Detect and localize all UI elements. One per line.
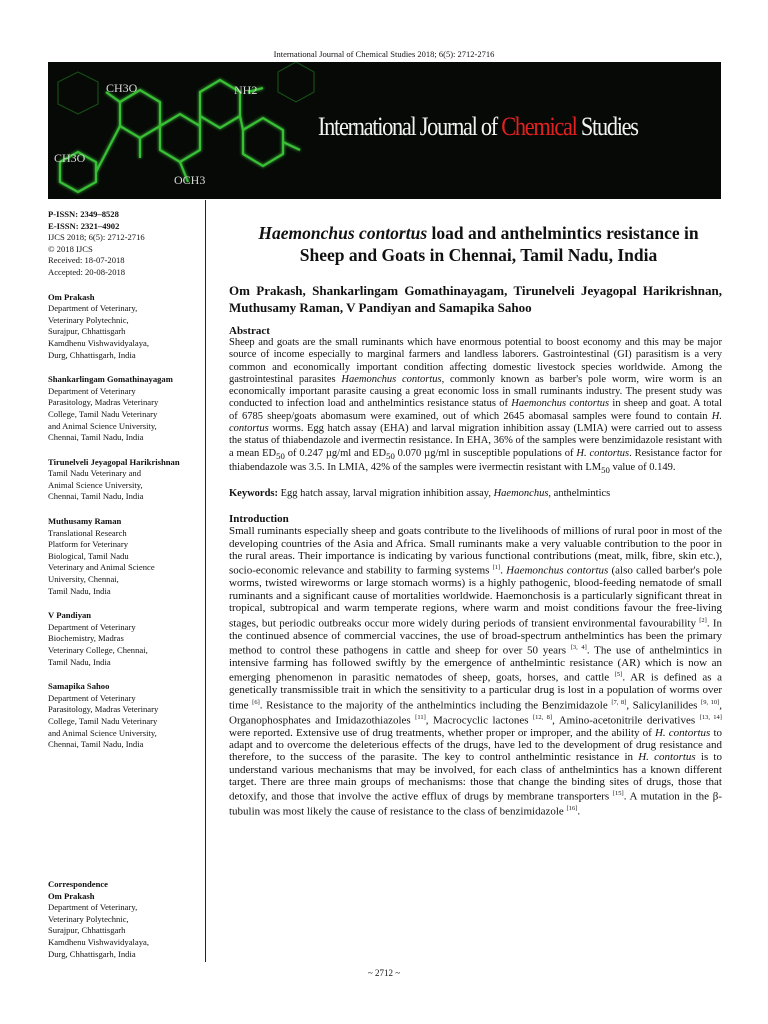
chem-label: CH3O xyxy=(54,151,86,165)
affiliation-line: Department of Veterinary xyxy=(48,692,136,703)
chem-label: NH2 xyxy=(234,83,258,97)
introduction-text: Small ruminants especially sheep and goats contribute to the livelihoods of millions of rural poor in most of the developing countries of the Asia and Africa. Small ruminants make a very valuable contribution to the poor in the rural areas. Their importance is indicating by various functional contributions (meat, milk, fibre, skin etc.), socio-economic relevance and stability to farming systems [1]. Haemonchus contortus (also called barber's pole worms, twisted wireworms or large stomach worms) is a highly pathogenic, blood-feeding nematode of small ruminants and a significant cause of mortalities worldwide. Haemonchosis is a particularly significant threat in tropical, subtropical and warm temperate regions, where warm and moist conditions favour the free-living stages, but periodic outbreaks occur more widely during periods of transient environmental favourability [2]. In the continued absence of commercial vaccines, the use of broad-spectrum anthelmintics has been the primary method to control these pathogens in cattle and sheep for over 50 years [3, 4]. The use of anthelmintics in intensive farming has followed swiftly by the emergence of anthelmintic resistance (AR) which is now an emerging phenomenon in parasitic nematodes of sheep, goats, horses, and cattle [5]. AR is defined as a genetically transmissible trait in which the sensitivity to a particular drug is lost in a population of worms over time [6]. Resistance to the majority of the anthelmintics including the Benzimidazole [7, 8], Salicylanilides [9, 10], Organophosphates and Imidazothiazoles [11], Macrocyclic lactones [12, 8], Amino-acetonitrile derivatives [13, 14] were reported. Extensive use of drug treatments, whether proper or improper, and the ability of H. contortus to adapt and to overcome the deleterious effects of the drugs, have led to the development of drug resistance and therefore, to the success of the parasite. The key to control anthelmintic resistance in H. contortus is to understand various mechanisms that may be involved, for each class of anthelmintics has a known different target. There are three main groups of mechanisms: those that change the binding sites of drugs, those that detoxify, and those that involve the active efflux of drugs by membrane transporters [15]. A mutation in the β-tubulin was most likely the cause of resistance to the class of benzimidazole [16]. xyxy=(229,525,723,818)
column-divider xyxy=(205,200,206,962)
author-list: Om Prakash, Shankarlingam Gomathinayagam, Tirunelveli Jeyagopal Harikrishnan, Muthusamy Raman, V Pandiyan and Samapika Sahoo xyxy=(229,283,722,315)
affiliation-block xyxy=(48,457,200,503)
affiliation-line: College, Tamil Nadu Veterinary xyxy=(48,408,158,419)
affiliation-line: Department of Veterinary xyxy=(48,621,136,632)
affiliation-line: Parasitology, Madras Veterinary xyxy=(48,704,159,715)
affiliation-line: Veterinary Polytechnic, xyxy=(48,314,129,325)
correspondence-line: Durg, Chhattisgarh, India xyxy=(48,948,136,959)
affiliation-line: Tamil Nadu, India xyxy=(48,656,111,667)
affiliation-line: College, Tamil Nadu Veterinary xyxy=(48,715,158,726)
chem-label: OCH3 xyxy=(174,173,206,187)
sidebar xyxy=(48,209,200,751)
affiliation-line: Platform for Veterinary xyxy=(48,539,129,550)
affiliation-list xyxy=(48,292,200,751)
affiliation-line: University, Chennai, xyxy=(48,574,119,585)
abstract-heading: Abstract xyxy=(229,325,270,337)
affiliation-author-name: Samapika Sahoo xyxy=(48,681,110,692)
affiliation-block xyxy=(48,374,200,444)
affiliation-line: Tamil Nadu, India xyxy=(48,585,111,596)
affiliation-author-name: Tirunelveli Jeyagopal Harikrishnan xyxy=(48,456,180,467)
copyright: © 2018 IJCS xyxy=(48,243,93,254)
main-column xyxy=(229,222,722,818)
correspondence xyxy=(48,879,200,960)
affiliation-block xyxy=(48,681,200,751)
pissn: P-ISSN: 2349–8528 xyxy=(48,209,119,219)
affiliation-line: Chennai, Tamil Nadu, India xyxy=(48,491,144,502)
affiliation-line: and Animal Science University, xyxy=(48,727,157,738)
correspondence-name: Om Prakash xyxy=(48,890,95,901)
affiliation-line: and Animal Science University, xyxy=(48,420,157,431)
affiliation-line: Veterinary and Animal Science xyxy=(48,562,155,573)
introduction-heading: Introduction xyxy=(229,513,289,526)
affiliation-line: Chennai, Tamil Nadu, India xyxy=(48,432,144,443)
affiliation-line: Translational Research xyxy=(48,527,127,538)
correspondence-line: Department of Veterinary, xyxy=(48,902,138,913)
affiliation-line: Durg, Chhattisgarh, India xyxy=(48,349,136,360)
ijcs-ref: IJCS 2018; 6(5): 2712-2716 xyxy=(48,232,145,243)
affiliation-author-name: V Pandiyan xyxy=(48,610,92,621)
correspondence-address xyxy=(48,902,200,960)
affiliation-author-name: Shankarlingam Gomathinayagam xyxy=(48,374,173,385)
correspondence-heading: Correspondence xyxy=(48,879,108,889)
page-number: ~ 2712 ~ xyxy=(367,968,401,978)
affiliation-author-name: Om Prakash xyxy=(48,291,95,302)
journal-banner xyxy=(48,62,721,199)
running-header: International Journal of Chemical Studies 2018; 6(5): 2712-2716 xyxy=(273,49,495,59)
affiliation-line: Department of Veterinary, xyxy=(48,303,138,314)
affiliation-line: Parasitology, Madras Veterinary xyxy=(48,397,159,408)
correspondence-line: Kamdhenu Vishwavidyalaya, xyxy=(48,936,149,947)
accepted-date: Accepted: 20-08-2018 xyxy=(48,266,126,277)
affiliation-line: Animal Science University, xyxy=(48,479,143,490)
affiliation-line: Biological, Tamil Nadu xyxy=(48,550,129,561)
paper-title: Haemonchus contortus load and anthelmintics resistance in Sheep and Goats in Chennai, Tamil Nadu, India xyxy=(258,223,699,265)
affiliation-line: Department of Veterinary xyxy=(48,385,136,396)
keywords: Keywords: Egg hatch assay, larval migration inhibition assay, Haemonchus, anthelmintics xyxy=(229,488,611,500)
affiliation-author-name: Muthusamy Raman xyxy=(48,516,122,527)
affiliation-line: Surajpur, Chhattisgarh xyxy=(48,326,126,337)
eissn: E-ISSN: 2321–4902 xyxy=(48,220,120,231)
correspondence-line: Surajpur, Chhattisgarh xyxy=(48,925,126,936)
affiliation-line: Biochemistry, Madras xyxy=(48,633,124,644)
affiliation-line: Tamil Nadu Veterinary and xyxy=(48,468,142,479)
affiliation-block xyxy=(48,292,200,362)
affiliation-line: Kamdhenu Vishwavidyalaya, xyxy=(48,337,149,348)
affiliation-line: Chennai, Tamil Nadu, India xyxy=(48,739,144,750)
affiliation-block xyxy=(48,516,200,597)
publication-meta xyxy=(48,209,200,279)
affiliation-block xyxy=(48,610,200,668)
journal-name: International Journal of Chemical Studies xyxy=(318,112,638,141)
correspondence-line: Veterinary Polytechnic, xyxy=(48,913,129,924)
affiliation-line: Veterinary College, Chennai, xyxy=(48,645,148,655)
abstract-text: Sheep and goats are the small ruminants which have enormous potential to boost economy and this may be major source of income especially to marginal farmers and landless laborers. Gastrointestinal (GI) parasitism is a very common and economically important condition affecting domestic livestock species worldwide. Among the gastrointestinal parasites Haemonchus contortus, commonly known as barber's pole worm, wire worm is an economically important parasite causing a great economic loss in small ruminants industry. The present study was conducted to infection load and anthelmintics resistance status of Haemonchus contortus in sheep and goat. A total of 6785 sheep/goats abomasum were examined, out of which 2645 abomasal samples were found to contain H. contortus worms. Egg hatch assay (EHA) and larval migration inhibition assay (LMIA) were carried out to assess the status of thiabendazole and ivermectin resistance. In EHA, 36% of the samples were benzimidazole resistant with a mean $ED_{50}$ of 0.247 µg/ml and $ED_{50}$ 0.070 µg/ml in susceptible populations of H. contortus. Resistance factor for thiabendazole was 3.5. In LMIA, 42% of the samples were ivermectin resistant with $LM_{50}$ value of 0.149. xyxy=(229,337,722,476)
received-date: Received: 18-07-2018 xyxy=(48,255,125,266)
chem-label: CH3O xyxy=(106,81,138,95)
